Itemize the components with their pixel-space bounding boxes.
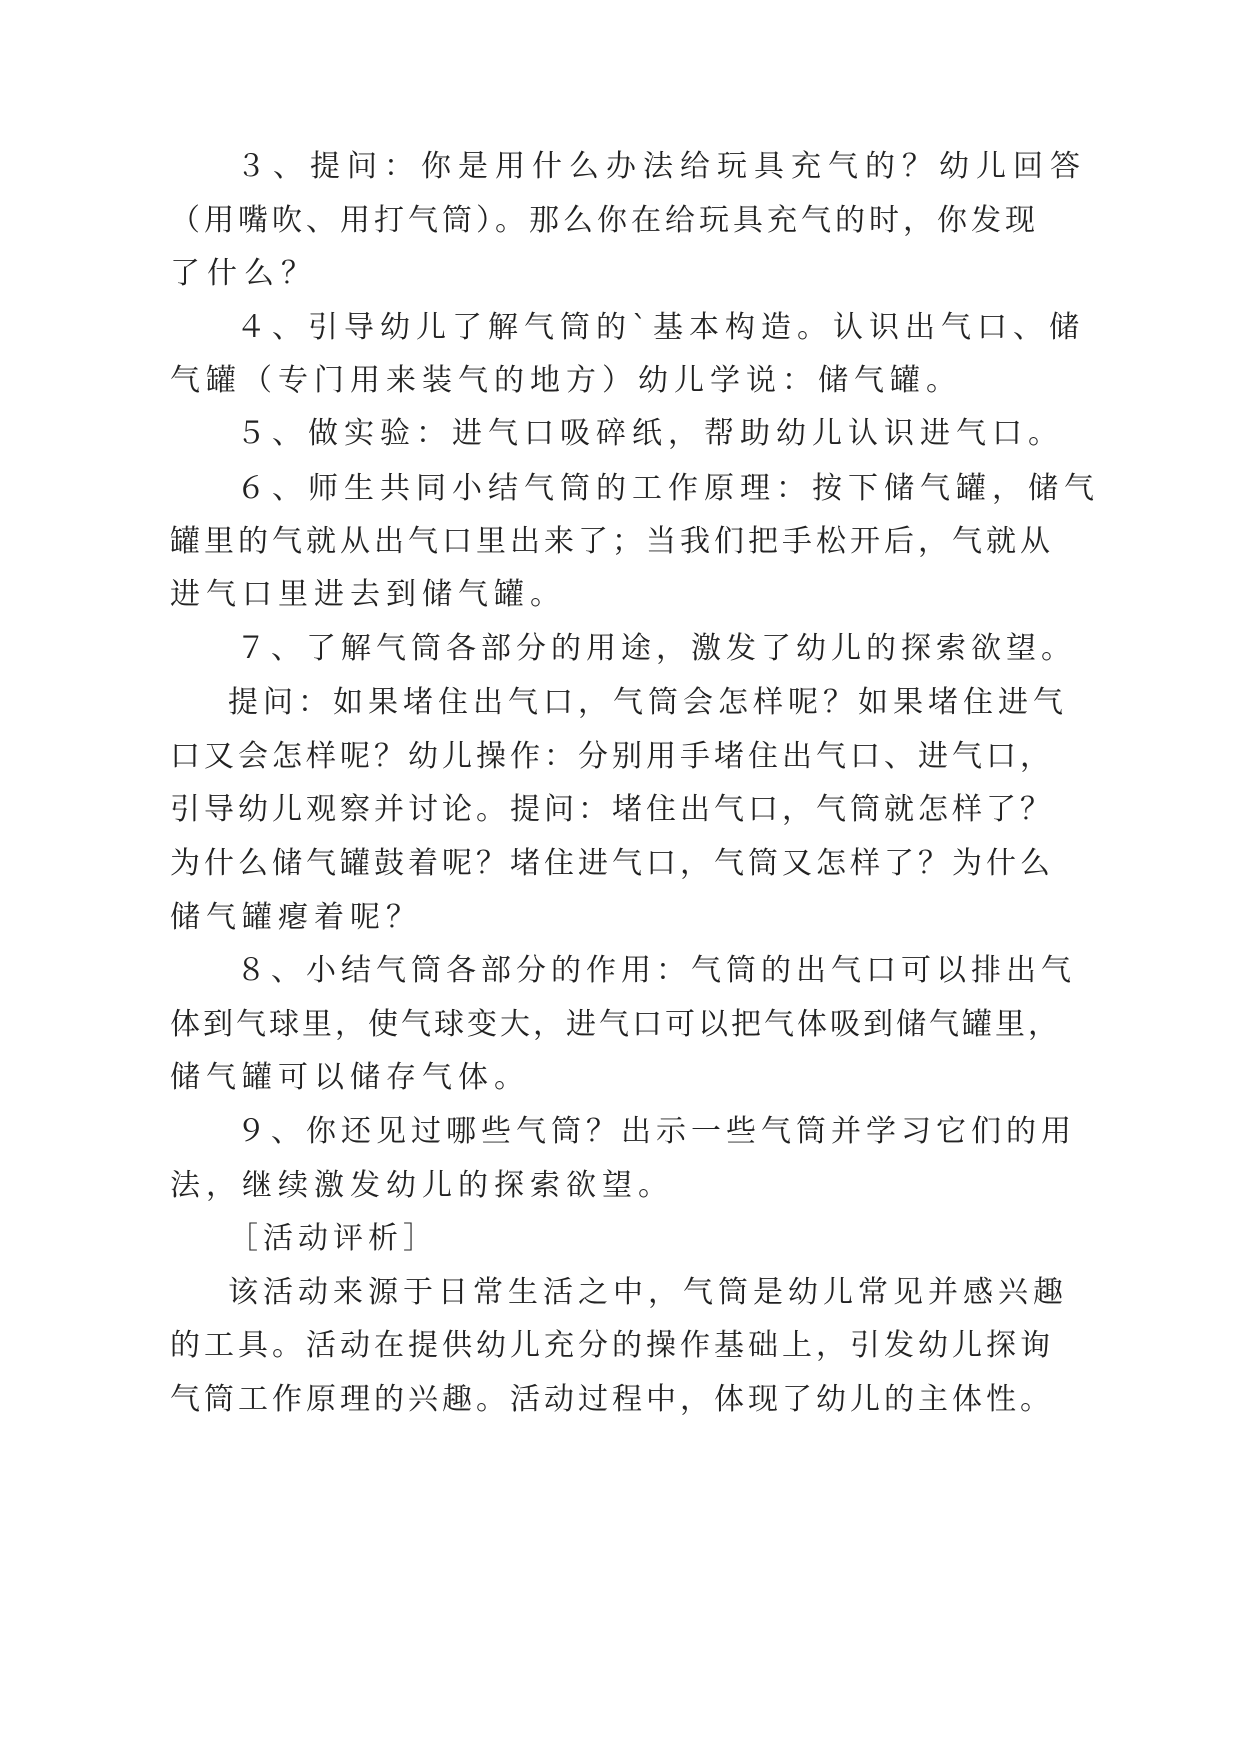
- text-line: （用嘴吹、用打气筒）。那么你在给玩具充气的时，你发现: [170, 203, 1039, 238]
- text-line: 体到气球里，使气球变大，进气口可以把气体吸到储气罐里，: [170, 1007, 1061, 1042]
- text-line: 进气口里进去到储气罐。: [170, 577, 566, 612]
- section-heading: ［活动评析］: [228, 1221, 438, 1256]
- text-line: 储气罐可以储存气体。: [170, 1060, 530, 1095]
- text-line: ９、你还见过哪些气筒？出示一些气筒并学习它们的用: [236, 1114, 1076, 1149]
- text-line: 的工具。活动在提供幼儿充分的操作基础上，引发幼儿探询: [170, 1328, 1054, 1363]
- text-line: 法，继续激发幼儿的探索欲望。: [170, 1168, 674, 1203]
- text-line: ５、做实验：进气口吸碎纸，帮助幼儿认识进气口。: [236, 416, 1064, 451]
- text-line: 为什么储气罐鼓着呢？堵住进气口，气筒又怎样了？为什么: [170, 846, 1054, 881]
- text-line: 气筒工作原理的兴趣。活动过程中，体现了幼儿的主体性。: [170, 1382, 1054, 1417]
- text-line: ３、提问：你是用什么办法给玩具充气的？幼儿回答: [236, 149, 1087, 184]
- text-line: ４、引导幼儿了解气筒的`基本构造。认识出气口、储: [236, 310, 1085, 345]
- text-line: ６、师生共同小结气筒的工作原理：按下储气罐，储气: [236, 471, 1100, 506]
- text-line: 储气罐瘪着呢？: [170, 900, 422, 935]
- text-line: ７、了解气筒各部分的用途，激发了幼儿的探索欲望。: [236, 631, 1076, 666]
- text-line: 气罐（专门用来装气的地方）幼儿学说：储气罐。: [170, 363, 962, 398]
- text-line: 引导幼儿观察并讨论。提问：堵住出气口，气筒就怎样了？: [170, 792, 1054, 827]
- text-line: 该活动来源于日常生活之中，气筒是幼儿常见并感兴趣: [228, 1275, 1068, 1310]
- text-line: 了什么？: [170, 256, 318, 291]
- text-line: 提问：如果堵住出气口，气筒会怎样呢？如果堵住进气: [228, 685, 1068, 720]
- text-line: ８、小结气筒各部分的作用：气筒的出气口可以排出气: [236, 953, 1076, 988]
- text-line: 罐里的气就从出气口里出来了；当我们把手松开后，气就从: [170, 524, 1054, 559]
- text-line: 口又会怎样呢？幼儿操作：分别用手堵住出气口、进气口，: [170, 739, 1054, 774]
